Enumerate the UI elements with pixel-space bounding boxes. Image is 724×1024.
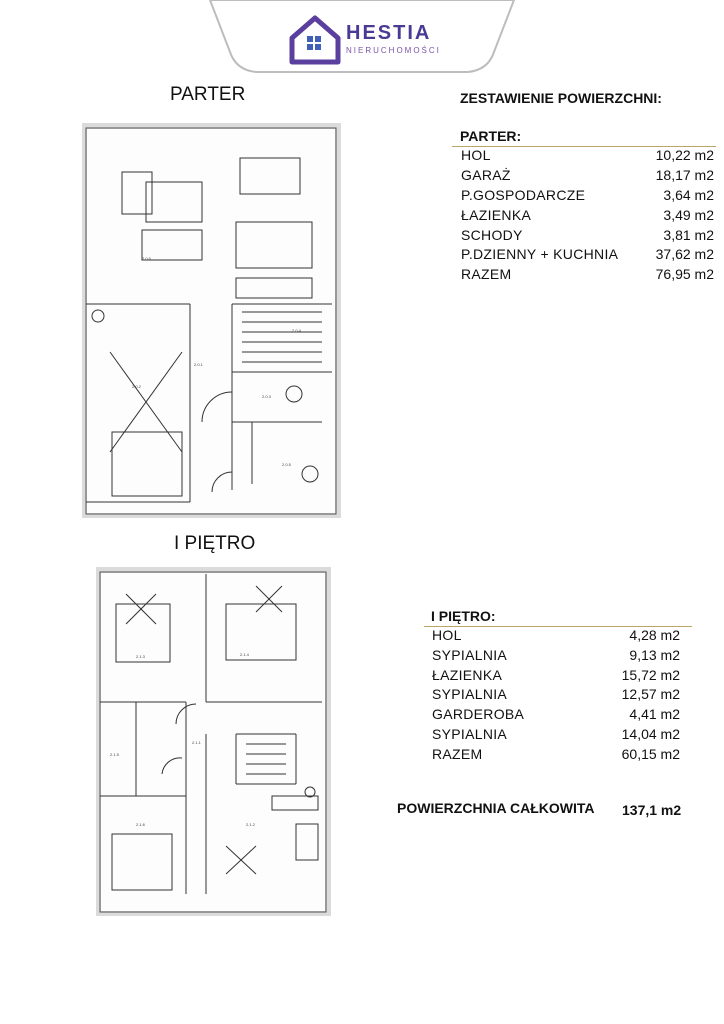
house-logo-icon [288,14,342,66]
ground-row-lazienka [461,207,714,227]
ground-floor-plan [82,122,342,518]
room-area: 9,13 m2 [629,647,680,663]
room-name: RAZEM [432,746,483,762]
room-name: GARAŻ [461,167,511,183]
room-area: 60,15 m2 [621,746,680,762]
first-floor-plan [96,564,332,916]
room-area: 18,17 m2 [655,167,714,183]
room-name: GARDEROBA [432,706,525,722]
total-area-label: POWIERZCHNIA CAŁKOWITA [397,800,595,816]
room-name: SYPIALNIA [432,686,508,702]
logo[interactable] [288,14,448,66]
first-row-razem [432,746,680,766]
room-area: 76,95 m2 [655,266,714,282]
svg-text:2.0.2: 2.0.2 [132,384,141,389]
svg-text:2.0.5: 2.0.5 [282,462,291,467]
ground-floor-area-table [461,147,714,297]
first-floor-area-table [432,627,680,767]
room-area: 3,81 m2 [663,227,714,243]
svg-text:2.1.1: 2.1.1 [192,740,201,745]
first-row-garderoba [432,706,680,726]
logo-subtitle: NIERUCHOMOŚCI [346,46,441,55]
ground-row-hol [461,147,714,167]
ground-row-schody [461,227,714,247]
total-area-value: 137,1 m2 [622,802,682,818]
ground-row-garaz [461,167,714,187]
room-area: 10,22 m2 [655,147,714,163]
svg-text:2.0.3: 2.0.3 [262,394,271,399]
ground-row-razem [461,266,714,286]
room-area: 3,64 m2 [663,187,714,203]
first-row-sypialnia-2 [432,686,680,706]
first-floor-heading: I PIĘTRO: [431,608,496,624]
svg-text:2.1.5: 2.1.5 [110,752,119,757]
room-name: SCHODY [461,227,523,243]
ground-row-p-gospodarcze [461,187,714,207]
room-name: SYPIALNIA [432,726,508,742]
ground-floor-title: PARTER [170,84,246,105]
room-name: ŁAZIENKA [432,667,503,683]
first-row-sypialnia-3 [432,726,680,746]
logo-name: HESTIA [346,22,432,44]
svg-text:2.0.4: 2.0.4 [292,328,301,333]
room-name: HOL [461,147,491,163]
svg-text:2.1.3: 2.1.3 [136,654,145,659]
room-name: RAZEM [461,266,512,282]
room-name: P.GOSPODARCZE [461,187,586,203]
svg-text:2.1.2: 2.1.2 [246,822,255,827]
room-name: SYPIALNIA [432,647,508,663]
room-name: HOL [432,627,462,643]
ground-floor-heading: PARTER: [460,128,522,144]
first-row-sypialnia-1 [432,647,680,667]
svg-text:2.0.6: 2.0.6 [142,256,151,261]
first-row-hol [432,627,680,647]
room-area: 3,49 m2 [663,207,714,223]
room-area: 4,41 m2 [629,706,680,722]
room-area: 15,72 m2 [621,667,680,683]
room-area: 14,04 m2 [621,726,680,742]
svg-text:2.1.4: 2.1.4 [240,652,249,657]
ground-row-p-dzienny-kuchnia [461,246,714,266]
room-area: 37,62 m2 [655,246,714,262]
room-name: ŁAZIENKA [461,207,532,223]
first-row-lazienka [432,667,680,687]
room-area: 4,28 m2 [629,627,680,643]
svg-text:2.0.1: 2.0.1 [194,362,203,367]
room-area: 12,57 m2 [621,686,680,702]
summary-heading: ZESTAWIENIE POWIERZCHNI: [460,90,662,106]
svg-text:2.1.6: 2.1.6 [136,822,145,827]
first-floor-title: I PIĘTRO [174,533,256,554]
room-name: P.DZIENNY + KUCHNIA [461,246,619,262]
